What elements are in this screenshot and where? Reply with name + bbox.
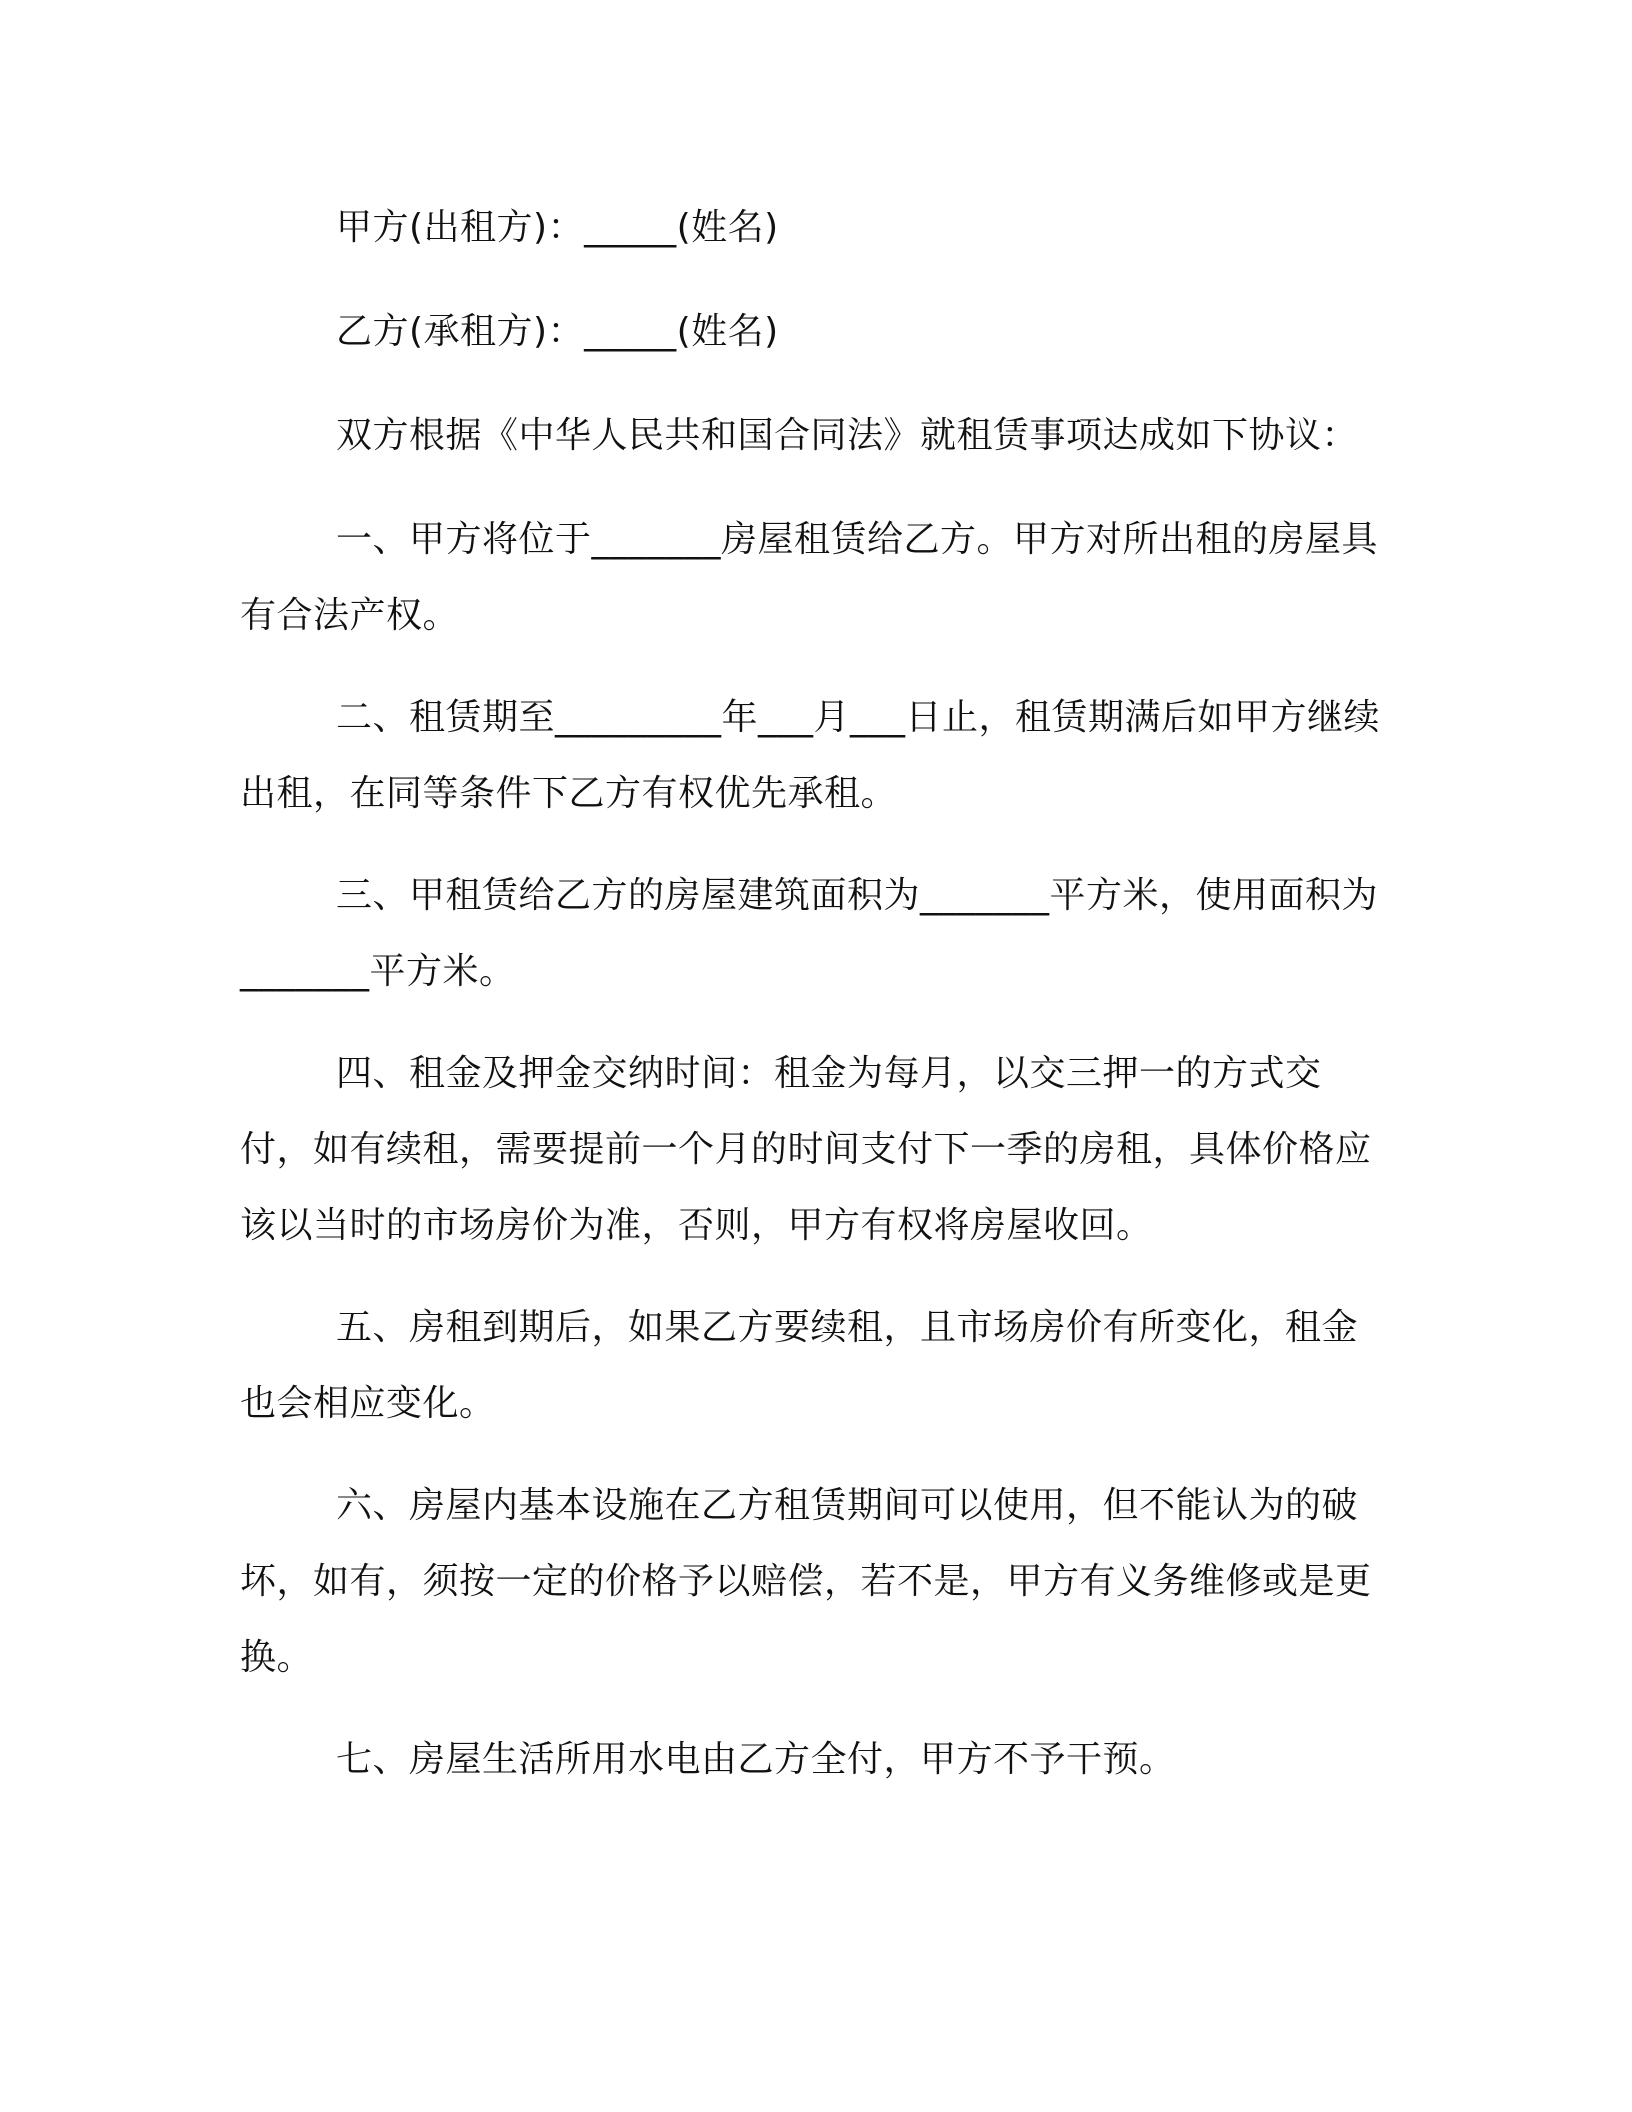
clause-6: 六、房屋内基本设施在乙方租赁期间可以使用，但不能认为的破坏，如有，须按一定的价格予以赔偿，若不是，甲方有义务维修或是更换。 — [240, 1485, 1372, 1678]
clause-4: 四、租金及押金交纳时间：租金为每月，以交三押一的方式交付，如有续租，需要提前一个月的时间支付下一季的房租，具体价格应该以当时的市场房价为准，否则，甲方有权将房屋收回。 — [240, 1053, 1372, 1246]
clause-3: 三、甲租赁给乙方的房屋建筑面积为_______平方米，使用面积为_______平方米。 — [240, 875, 1379, 992]
clause-7: 七、房屋生活所用水电由乙方全付，甲方不予干预。 — [336, 1739, 1176, 1780]
intro-paragraph: 双方根据《中华人民共和国合同法》就租赁事项达成如下协议： — [336, 415, 1359, 456]
clause-5: 五、房租到期后，如果乙方要续租，且市场房价有所变化，租金也会相应变化。 — [240, 1307, 1359, 1424]
party-b-line: 乙方(承租方)：_____(姓名) — [336, 311, 779, 352]
clause-2: 二、租赁期至_________年___月___日止，租赁期满后如甲方继续出租，在同等条件下乙方有权优先承租。 — [240, 697, 1381, 814]
party-a-line: 甲方(出租方)：_____(姓名) — [336, 207, 779, 248]
document-body — [240, 190, 1390, 1824]
clause-1: 一、甲方将位于_______房屋租赁给乙方。甲方对所出租的房屋具有合法产权。 — [240, 519, 1379, 636]
